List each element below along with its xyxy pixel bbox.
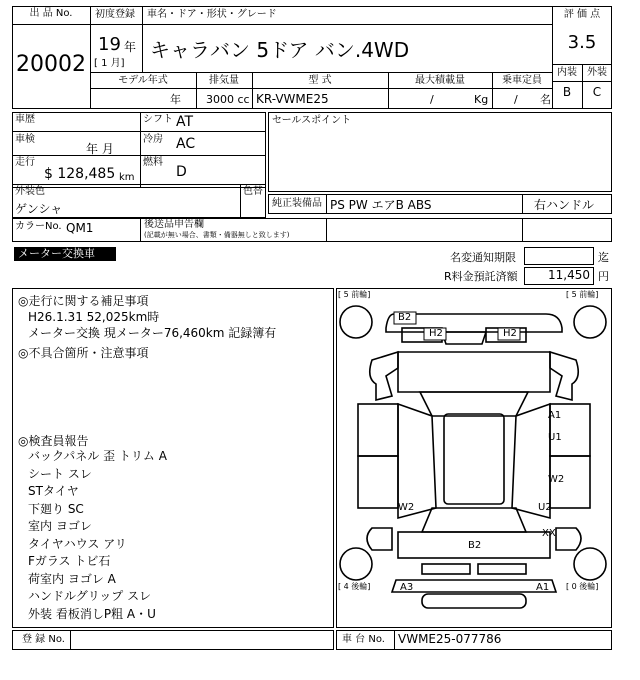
capacity-unit: 名 <box>540 93 551 106</box>
inspector-line: 下廻り SC <box>28 501 84 516</box>
rear-lower-panel <box>422 594 526 608</box>
left-rear-arch <box>367 528 392 550</box>
right-pillar <box>512 404 550 518</box>
registration-year: 19 <box>98 34 121 55</box>
mileage-notice-box <box>524 247 594 265</box>
color-no-value: QM1 <box>66 221 94 235</box>
supplement-title: ◎走行に関する補足事項 <box>18 294 149 308</box>
shift-value: AT <box>176 114 194 130</box>
type-value: KR-VWME25 <box>256 92 329 106</box>
registration-label: 登 録 No. <box>22 634 65 645</box>
rear-left-wheel <box>340 548 372 580</box>
left-pillar <box>398 404 436 518</box>
inspector-line: タイヤハウス アリ <box>28 536 127 551</box>
tail-light-left <box>422 564 470 574</box>
mark-xx: XX <box>542 528 556 539</box>
displacement-label: 排気量 <box>209 75 239 86</box>
rear-right-wheel <box>574 548 606 580</box>
inspector-line: ハンドルグリップ スレ <box>28 589 152 603</box>
rear-window <box>422 508 526 532</box>
max-load-value: / <box>430 93 434 106</box>
aircon-label: 冷房 <box>143 134 163 145</box>
first-registration-label: 初度登録 <box>95 9 135 20</box>
corner-front-right: [ 5 前輪] <box>566 290 599 299</box>
rating-label: 評 価 点 <box>563 9 601 20</box>
declaration-label: 後送品申告欄 <box>144 219 204 230</box>
max-load-unit: Kg <box>474 93 489 106</box>
inspection-value: 年 月 <box>86 142 114 156</box>
defects-title: ◎不具合箇所・注意事項 <box>18 346 149 360</box>
chassis-label: 車 台 No. <box>342 634 385 645</box>
mark-u2: U2 <box>538 502 552 513</box>
front-left-wheel <box>340 306 372 338</box>
color-change-label: 色替 <box>243 186 263 197</box>
color-no-label: カラーNo. <box>15 221 62 232</box>
interior-grade: B <box>562 85 572 99</box>
aircon-value: AC <box>176 136 196 152</box>
inspector-line: 外装 看板消しP粗 A・U <box>28 606 156 621</box>
inspector-line: バックパネル 歪 トリム A <box>28 449 167 463</box>
windshield <box>420 392 528 416</box>
shift-label: シフト <box>143 114 173 125</box>
mark-h2-right: H2 <box>503 328 517 339</box>
mileage-label: 走行 <box>15 157 35 168</box>
fuel-label: 燃料 <box>143 157 163 168</box>
recycle-label: R料金預託済額 <box>444 270 518 283</box>
mark-a3: A3 <box>400 582 414 593</box>
lot-number-label: 出 品 No. <box>29 8 73 19</box>
rear-bumper <box>392 580 556 592</box>
mark-b2-bottom: B2 <box>468 540 482 551</box>
lot-number: 20002 <box>16 52 86 77</box>
recycle-value: 11,450 <box>548 268 590 282</box>
mark-w2-left: W2 <box>398 502 415 513</box>
grille <box>442 332 486 344</box>
roof <box>444 414 504 504</box>
recycle-unit: 円 <box>598 270 609 283</box>
corner-rear-left: [ 4 後輪] <box>338 582 371 591</box>
inspector-line: シート スレ <box>28 466 92 481</box>
vehicle-outline-diagram <box>336 288 612 628</box>
left-slide-door <box>358 456 398 508</box>
capacity-value: / <box>514 93 518 106</box>
capacity-label: 乗車定員 <box>502 75 542 86</box>
meter-exchanged-badge: メーター交換車 <box>14 247 116 261</box>
displacement-value: 3000 cc <box>206 93 250 106</box>
model-year-label: モデル年式 <box>118 75 168 86</box>
mileage-unit: km <box>119 172 135 183</box>
corner-rear-right: [ 0 後輪] <box>566 582 599 591</box>
equipment-value: PS PW エアB ABS <box>330 198 432 212</box>
type-label: 型 式 <box>308 75 332 86</box>
ext-color-value: ゲンシャ <box>15 202 63 216</box>
equipment-label: 純正装備品 <box>272 198 322 209</box>
mileage-notice-unit: 迄 <box>598 251 609 264</box>
mileage-value: $ 128,485 <box>44 166 116 182</box>
chassis-value: VWME25-077786 <box>398 632 502 646</box>
front-right-wheel <box>574 306 606 338</box>
hood <box>398 352 550 392</box>
inspector-line: Fガラス トビ石 <box>28 554 111 568</box>
ext-color-label: 外装色 <box>15 186 45 197</box>
declaration-note: (記載が無い場合、書類・備器無しと致します) <box>144 231 290 239</box>
mark-w2-right: W2 <box>548 474 565 485</box>
rating-value: 3.5 <box>567 32 597 53</box>
max-load-label: 最大積載量 <box>415 75 465 86</box>
exterior-grade: C <box>592 85 602 99</box>
tail-light-right <box>478 564 526 574</box>
inspector-line: 室内 ヨゴレ <box>28 519 92 533</box>
history-label: 車歴 <box>15 114 35 125</box>
right-rear-arch <box>556 528 581 550</box>
fuel-value: D <box>176 164 187 180</box>
corner-front-left: [ 5 前輪] <box>338 290 371 299</box>
inspector-line: STタイヤ <box>28 484 79 498</box>
mileage-notice-label: 名変通知期限 <box>450 251 516 264</box>
inspection-label: 車検 <box>15 134 35 145</box>
exterior-label: 外装 <box>587 67 607 78</box>
supplement-line: メーター交換 現メーター76,460km 記録簿有 <box>28 326 277 340</box>
mark-a1: A1 <box>548 410 562 421</box>
mark-a1-bottom: A1 <box>536 582 550 593</box>
mark-h2-left: H2 <box>429 328 443 339</box>
car-name: キャラバン 5ドア バン.4WD <box>150 38 410 62</box>
registration-year-unit: 年 <box>124 40 137 54</box>
left-front-door <box>358 404 398 456</box>
sales-point-label: セールスポイント <box>272 115 352 126</box>
mark-u1: U1 <box>548 432 562 443</box>
model-year-value: 年 <box>170 93 181 106</box>
interior-label: 内装 <box>557 67 577 78</box>
inspector-title: ◎検査員報告 <box>18 434 89 448</box>
inspector-line: 荷室内 ヨゴレ A <box>28 571 116 586</box>
mark-b2-top: B2 <box>398 312 412 323</box>
car-name-label: 車名・ドア・形状・グレード <box>147 9 277 20</box>
left-side-top <box>370 352 398 400</box>
right-side-top <box>550 352 578 400</box>
registration-month: [ 1 月] <box>94 58 125 69</box>
steering-value: 右ハンドル <box>534 198 595 212</box>
supplement-line: H26.1.31 52,025km時 <box>28 310 160 324</box>
